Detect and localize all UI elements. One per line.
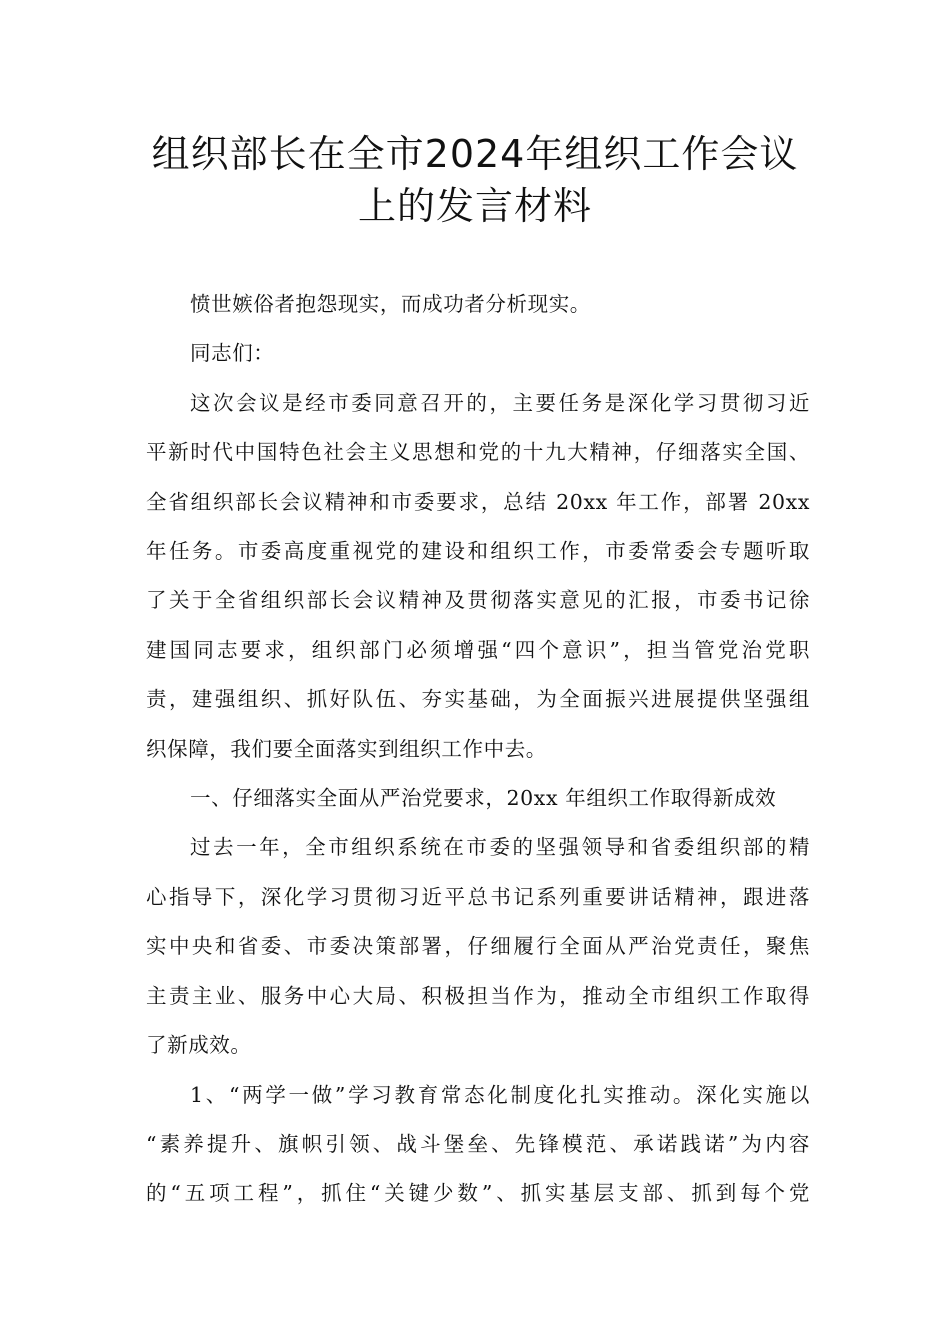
title-line-2: 上的发言材料: [357, 184, 592, 228]
text-line: 心指导下，深化学习贯彻习近平总书记系列重要讲话精神，跟进落: [146, 884, 810, 909]
section-heading-1: [146, 774, 810, 823]
text-line: 主责主业、服务中心大局、积极担当作为，推动全市组织工作取得: [146, 983, 810, 1008]
text-line: 织保障，我们要全面落实到组织工作中去。: [146, 736, 547, 761]
text-line: 责，建强组织、抓好队伍、夯实基础，为全面振兴进展提供坚强组: [146, 687, 810, 712]
paragraph-review: [146, 823, 810, 1070]
text-line: 的“五项工程”，抓住“关键少数”、抓实基层支部、抓到每个党: [146, 1181, 810, 1206]
text-line: 一、仔细落实全面从严治党要求，20xx 年组织工作取得新成效: [190, 786, 777, 811]
text-line: 过去一年，全市组织系统在市委的坚强领导和省委组织部的精: [190, 835, 810, 860]
text-line: 了关于全省组织部长会议精神及贯彻落实意见的汇报，市委书记徐: [146, 588, 810, 613]
paragraph-item-1: [146, 1071, 810, 1219]
text-line: 建国同志要求，组织部门必须增强“四个意识”，担当管党治党职: [146, 637, 810, 662]
paragraph-intro: [146, 379, 810, 774]
text-line: 年任务。市委高度重视党的建设和组织工作，市委常委会专题听取: [146, 539, 810, 564]
text-line: 实中央和省委、市委决策部署，仔细履行全面从严治党责任，聚焦: [146, 934, 810, 959]
text-line: 这次会议是经市委同意召开的，主要任务是深化学习贯彻习近: [190, 390, 810, 415]
text-line: 1、“两学一做”学习教育常态化制度化扎实推动。深化实施以: [190, 1082, 810, 1107]
text-line: 愤世嫉俗者抱怨现实，而成功者分析现实。: [190, 292, 591, 316]
paragraph-salutation: [146, 329, 810, 378]
paragraph-epigraph: [146, 280, 810, 329]
text-line: 平新时代中国特色社会主义思想和党的十九大精神，仔细落实全国、: [146, 440, 810, 465]
title-line-1: 组织部长在全市2024年组织工作会议: [151, 132, 799, 176]
text-line: 全省组织部长会议精神和市委要求，总结 20xx 年工作，部署 20xx: [146, 489, 810, 514]
document-title: [0, 128, 950, 232]
document-body: [146, 280, 810, 1219]
text-line: 同志们：: [190, 341, 275, 366]
text-line: “素养提升、旗帜引领、战斗堡垒、先锋模范、承诺践诺”为内容: [146, 1131, 810, 1156]
text-line: 了新成效。: [146, 1033, 252, 1058]
